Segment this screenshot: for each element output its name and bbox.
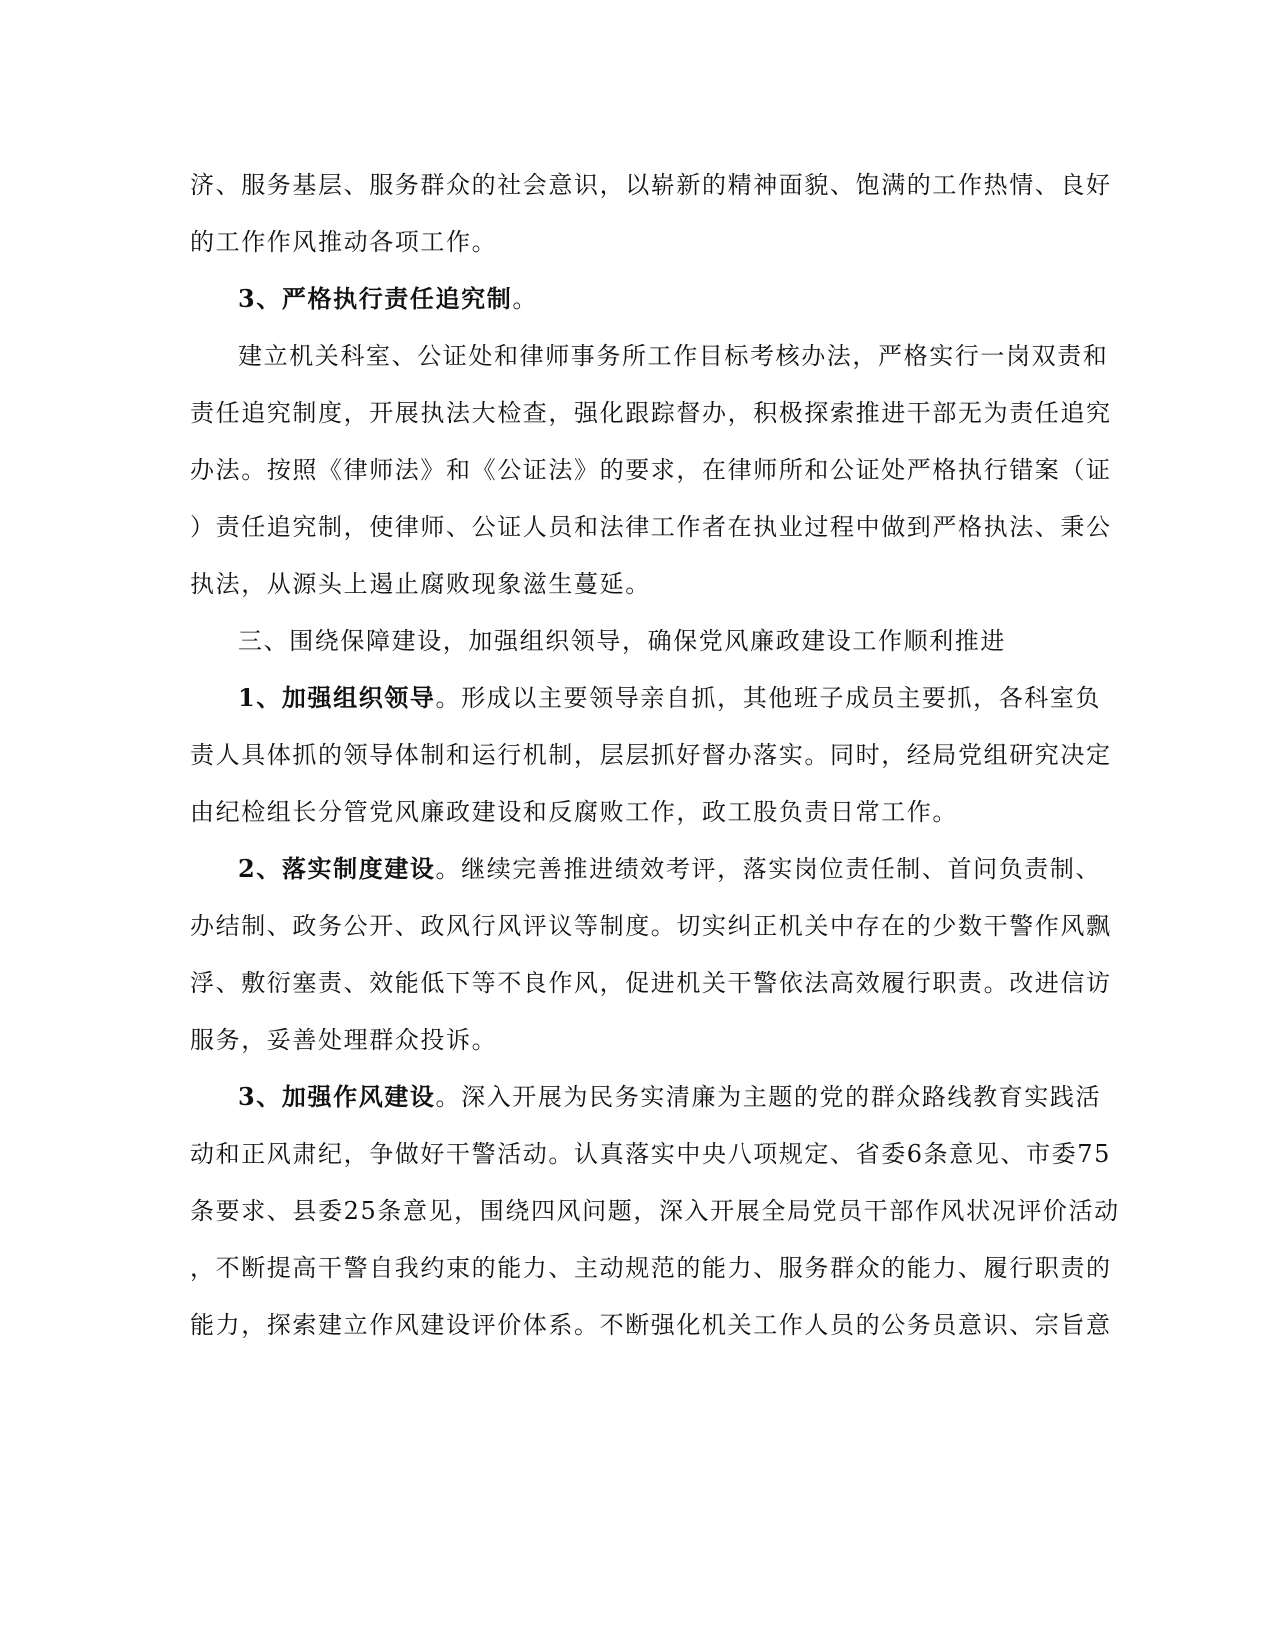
item-2-bold: 2、落实制度建设 xyxy=(238,854,436,883)
text-line: 由纪检组长分管党风廉政建设和反腐败工作，政工股负责日常工作。 xyxy=(190,798,958,826)
item-2-rest: 。继续完善推进绩效考评，落实岗位责任制、首问负责制、 xyxy=(435,855,1102,883)
item-3 xyxy=(238,1082,1101,1112)
text-line: 执法，从源头上遏止腐败现象滋生蔓延。 xyxy=(190,570,651,598)
section-title: 三、围绕保障建设，加强组织领导，确保党风廉政建设工作顺利推进 xyxy=(238,627,1006,655)
item-3-rest: 。深入开展为民务实清廉为主题的党的群众路线教育实践活 xyxy=(435,1083,1102,1111)
item-1 xyxy=(238,683,1101,713)
text-line: 条要求、县委25条意见，围绕四风问题，深入开展全局党员干部作风状况评价活动 xyxy=(190,1197,1120,1225)
text-line: 责任追究制度，开展执法大检查，强化跟踪督办，积极探索推进干部无为责任追究 xyxy=(190,399,1112,427)
text-line: 能力，探索建立作风建设评价体系。不断强化机关工作人员的公务员意识、宗旨意 xyxy=(190,1311,1112,1339)
text-line: 的工作作风推动各项工作。 xyxy=(190,228,498,256)
text-line: ，不断提高干警自我约束的能力、主动规范的能力、服务群众的能力、履行职责的 xyxy=(190,1254,1112,1282)
text-line: 济、服务基层、服务群众的社会意识，以崭新的精神面貌、饱满的工作热情、良好 xyxy=(190,171,1112,199)
item-1-bold: 1、加强组织领导 xyxy=(238,683,436,712)
text-line: 动和正风肃纪，争做好干警活动。认真落实中央八项规定、省委6条意见、市委75 xyxy=(190,1140,1112,1168)
text-line: 办法。按照《律师法》和《公证法》的要求，在律师所和公证处严格执行错案（证 xyxy=(190,456,1112,484)
text-line: 服务，妥善处理群众投诉。 xyxy=(190,1026,498,1054)
section-heading-3-rest: 。 xyxy=(512,285,538,313)
text-line: 责人具体抓的领导体制和运行机制，层层抓好督办落实。同时，经局党组研究决定 xyxy=(190,741,1112,769)
section-heading-3 xyxy=(238,284,538,314)
text-line: 建立机关科室、公证处和律师事务所工作目标考核办法，严格实行一岗双责和 xyxy=(238,342,1109,370)
section-heading-3-bold: 3、严格执行责任追究制 xyxy=(238,284,513,313)
text-line: 浮、敷衍塞责、效能低下等不良作风，促进机关干警依法高效履行职责。改进信访 xyxy=(190,969,1112,997)
item-1-rest: 。形成以主要领导亲自抓，其他班子成员主要抓，各科室负 xyxy=(435,684,1102,712)
item-3-bold: 3、加强作风建设 xyxy=(238,1082,436,1111)
text-line: 办结制、政务公开、政风行风评议等制度。切实纠正机关中存在的少数干警作风飘 xyxy=(190,912,1112,940)
item-2 xyxy=(238,854,1101,884)
text-line: ）责任追究制，使律师、公证人员和法律工作者在执业过程中做到严格执法、秉公 xyxy=(190,513,1112,541)
